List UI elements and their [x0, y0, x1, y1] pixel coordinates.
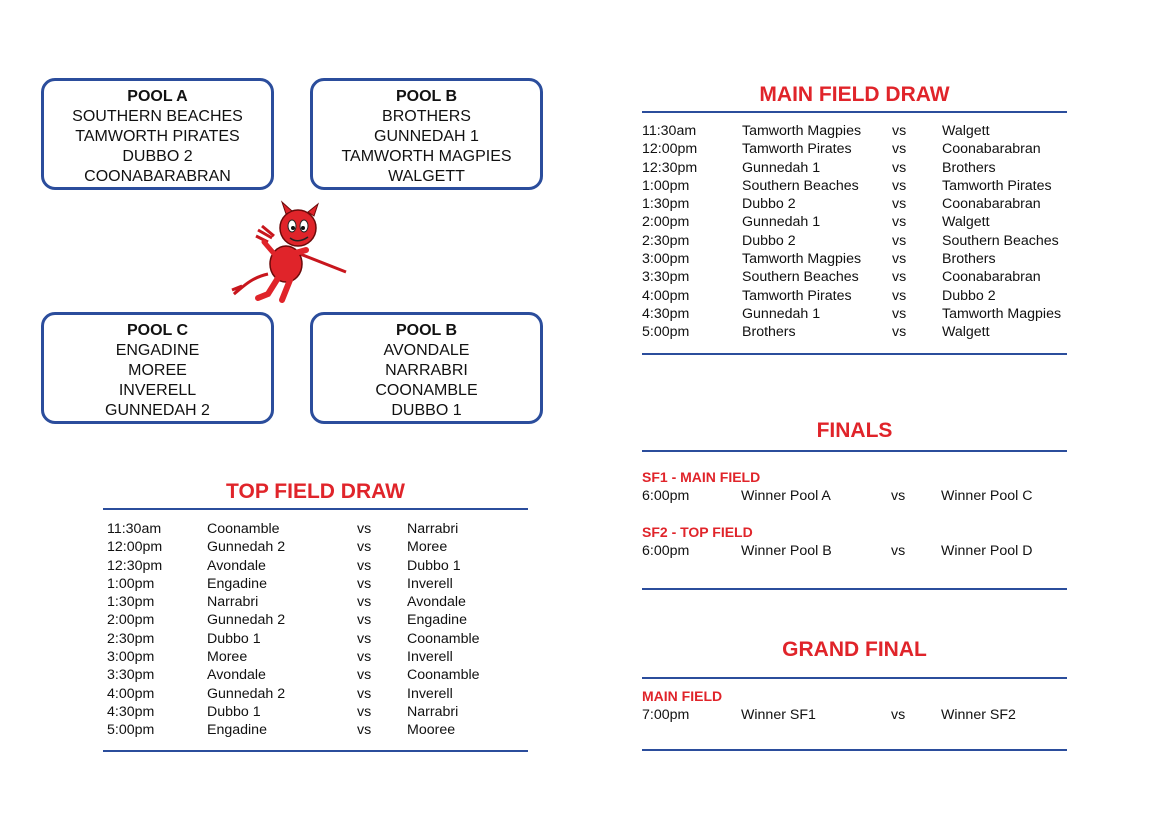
match-away: Inverell — [407, 685, 453, 702]
match-vs: vs — [892, 159, 907, 176]
schedule-row — [642, 250, 1067, 268]
match-time: 6:00pm — [642, 543, 690, 559]
pool-c-box — [41, 312, 274, 424]
match-vs: vs — [891, 707, 906, 723]
match-vs: vs — [357, 594, 372, 611]
match-vs: vs — [357, 557, 372, 574]
schedule-row — [107, 630, 527, 648]
match-home: Gunnedah 1 — [742, 214, 821, 231]
match-away: Coonamble — [407, 630, 480, 647]
schedule-row — [642, 232, 1067, 250]
pool-team: COONABARABRAN — [84, 168, 231, 185]
grand-final-row — [642, 706, 1067, 724]
match-time: 1:00pm — [642, 177, 690, 194]
match-vs: vs — [357, 685, 372, 702]
pool-a-box — [41, 78, 274, 190]
pool-d-box — [310, 312, 543, 424]
schedule-row — [642, 268, 1067, 286]
finals-bottom-rule — [642, 588, 1067, 590]
match-time: 1:30pm — [642, 196, 690, 213]
match-home: Gunnedah 2 — [207, 612, 286, 629]
match-away: Tamworth Magpies — [942, 305, 1062, 322]
match-time: 3:30pm — [642, 269, 690, 286]
schedule-row — [107, 538, 527, 556]
match-away: Inverell — [407, 575, 453, 592]
match-vs: vs — [891, 488, 906, 504]
match-home: Avondale — [207, 557, 266, 574]
match-time: 12:30pm — [642, 159, 698, 176]
pool-b-box — [310, 78, 543, 190]
top-field-schedule — [107, 520, 527, 740]
match-away: Winner Pool D — [941, 543, 1033, 559]
pool-title: POOL A — [127, 88, 188, 105]
sf2-label: SF2 - TOP FIELD — [642, 524, 753, 540]
schedule-row — [107, 593, 527, 611]
match-time: 1:30pm — [107, 594, 155, 611]
match-home: Tamworth Pirates — [742, 287, 852, 304]
pool-team: GUNNEDAH 2 — [105, 402, 210, 419]
match-vs: vs — [357, 722, 372, 739]
schedule-row — [642, 140, 1067, 158]
match-time: 2:00pm — [642, 214, 690, 231]
match-home: Dubbo 2 — [742, 196, 796, 213]
top-field-title: TOP FIELD DRAW — [226, 480, 405, 503]
match-time: 3:00pm — [642, 251, 690, 268]
match-vs: vs — [892, 324, 907, 341]
match-away: Narrabri — [407, 703, 459, 720]
match-home: Narrabri — [207, 594, 259, 611]
match-home: Tamworth Pirates — [742, 141, 852, 158]
match-vs: vs — [357, 521, 372, 537]
match-away: Tamworth Pirates — [942, 177, 1052, 194]
schedule-row — [107, 575, 527, 593]
red-devil-mascot-icon — [228, 198, 350, 304]
match-time: 11:30am — [642, 123, 697, 139]
match-home: Winner Pool B — [741, 543, 832, 559]
match-away: Walgett — [942, 324, 990, 341]
match-vs: vs — [892, 287, 907, 304]
match-away: Coonabarabran — [942, 141, 1041, 158]
match-home: Tamworth Magpies — [742, 123, 862, 139]
sf2-row — [642, 542, 1067, 560]
grand-final-title: GRAND FINAL — [782, 638, 927, 661]
schedule-row — [642, 323, 1067, 341]
match-away: Southern Beaches — [942, 232, 1059, 249]
grand-final-rule — [642, 677, 1067, 679]
match-vs: vs — [892, 196, 907, 213]
match-home: Brothers — [742, 324, 796, 341]
match-vs: vs — [357, 630, 372, 647]
pool-title: POOL B — [395, 88, 458, 105]
pool-team: DUBBO 1 — [391, 402, 462, 419]
schedule-row — [107, 648, 527, 666]
schedule-row — [107, 685, 527, 703]
pool-title: POOL C — [126, 322, 189, 339]
pool-team: ENGADINE — [115, 342, 200, 359]
match-time: 4:00pm — [107, 685, 155, 702]
match-vs: vs — [892, 251, 907, 268]
schedule-row — [107, 666, 527, 684]
match-home: Engadine — [207, 722, 267, 739]
match-away: Winner SF2 — [941, 707, 1016, 723]
pool-team: NARRABRI — [385, 362, 468, 379]
top-field-bottom-rule — [103, 750, 528, 752]
pool-team: TAMWORTH PIRATES — [75, 128, 240, 145]
finals-title: FINALS — [816, 419, 893, 442]
match-home: Gunnedah 2 — [207, 685, 286, 702]
match-home: Gunnedah 1 — [742, 305, 821, 322]
match-vs: vs — [357, 575, 372, 592]
match-home: Coonamble — [207, 521, 280, 537]
match-vs: vs — [357, 667, 372, 684]
finals-rule — [642, 450, 1067, 452]
match-home: Dubbo 1 — [207, 630, 261, 647]
match-home: Gunnedah 2 — [207, 539, 286, 556]
match-away: Dubbo 2 — [942, 287, 996, 304]
main-field-rule — [642, 111, 1067, 113]
match-away: Coonabarabran — [942, 269, 1041, 286]
pool-team: BROTHERS — [382, 108, 471, 125]
match-time: 12:00pm — [642, 141, 698, 158]
schedule-row — [107, 721, 527, 739]
match-away: Coonamble — [407, 667, 480, 684]
match-time: 1:00pm — [107, 575, 155, 592]
schedule-row — [642, 122, 1067, 140]
match-time: 12:30pm — [107, 557, 163, 574]
match-vs: vs — [892, 123, 907, 139]
match-time: 3:30pm — [107, 667, 155, 684]
schedule-row — [107, 611, 527, 629]
pool-team: DUBBO 2 — [122, 148, 193, 165]
main-field-bottom-rule — [642, 353, 1067, 355]
match-away: Avondale — [407, 594, 466, 611]
match-time: 2:30pm — [107, 630, 155, 647]
main-field-title: MAIN FIELD DRAW — [759, 83, 950, 106]
match-time: 12:00pm — [107, 539, 163, 556]
schedule-row — [107, 520, 527, 538]
match-home: Southern Beaches — [742, 177, 859, 194]
schedule-row — [642, 195, 1067, 213]
match-vs: vs — [891, 543, 906, 559]
match-time: 4:30pm — [642, 305, 690, 322]
grand-final-bottom-rule — [642, 749, 1067, 751]
match-home: Dubbo 1 — [207, 703, 261, 720]
match-vs: vs — [892, 141, 907, 158]
pool-team: WALGETT — [388, 168, 465, 185]
match-time: 4:30pm — [107, 703, 155, 720]
match-home: Avondale — [207, 667, 266, 684]
match-vs: vs — [892, 214, 907, 231]
schedule-row — [642, 213, 1067, 231]
match-away: Mooree — [407, 722, 456, 739]
pool-title: POOL B — [395, 322, 458, 339]
top-field-rule — [103, 508, 528, 510]
match-away: Narrabri — [407, 521, 459, 537]
match-away: Inverell — [407, 649, 453, 666]
match-time: 6:00pm — [642, 488, 690, 504]
match-home: Tamworth Magpies — [742, 251, 862, 268]
pool-team: INVERELL — [118, 382, 197, 399]
schedule-row — [642, 287, 1067, 305]
match-time: 5:00pm — [642, 324, 690, 341]
match-time: 2:00pm — [107, 612, 155, 629]
match-away: Moree — [407, 539, 448, 556]
match-away: Coonabarabran — [942, 196, 1041, 213]
match-home: Engadine — [207, 575, 267, 592]
match-time: 2:30pm — [642, 232, 690, 249]
pool-team: TAMWORTH MAGPIES — [341, 148, 512, 165]
match-home: Gunnedah 1 — [742, 159, 821, 176]
pool-team: MOREE — [128, 362, 187, 379]
schedule-row — [642, 177, 1067, 195]
schedule-row — [642, 159, 1067, 177]
sf1-label: SF1 - MAIN FIELD — [642, 469, 761, 485]
match-time: 4:00pm — [642, 287, 690, 304]
match-vs: vs — [357, 649, 372, 666]
match-away: Engadine — [407, 612, 467, 629]
match-away: Dubbo 1 — [407, 557, 461, 574]
match-time: 3:00pm — [107, 649, 155, 666]
match-vs: vs — [892, 232, 907, 249]
match-time: 11:30am — [107, 521, 162, 537]
pool-team: GUNNEDAH 1 — [374, 128, 479, 145]
match-time: 5:00pm — [107, 722, 155, 739]
match-vs: vs — [357, 612, 372, 629]
match-away: Walgett — [942, 123, 990, 139]
main-field-schedule — [642, 122, 1067, 342]
match-vs: vs — [357, 703, 372, 720]
match-vs: vs — [357, 539, 372, 556]
sf1-row — [642, 487, 1067, 505]
schedule-row — [107, 557, 527, 575]
match-away: Winner Pool C — [941, 488, 1033, 504]
pool-team: SOUTHERN BEACHES — [72, 108, 243, 125]
match-home: Winner SF1 — [741, 707, 816, 723]
match-time: 7:00pm — [642, 707, 690, 723]
match-away: Brothers — [942, 251, 996, 268]
schedule-row — [107, 703, 527, 721]
match-vs: vs — [892, 305, 907, 322]
grand-final-label: MAIN FIELD — [642, 688, 723, 704]
match-away: Walgett — [942, 214, 990, 231]
match-vs: vs — [892, 177, 907, 194]
match-vs: vs — [892, 269, 907, 286]
pool-team: COONAMBLE — [375, 382, 478, 399]
match-home: Dubbo 2 — [742, 232, 796, 249]
match-home: Winner Pool A — [741, 488, 831, 504]
pool-team: AVONDALE — [383, 342, 470, 359]
schedule-row — [642, 305, 1067, 323]
match-home: Moree — [207, 649, 248, 666]
match-away: Brothers — [942, 159, 996, 176]
match-home: Southern Beaches — [742, 269, 859, 286]
